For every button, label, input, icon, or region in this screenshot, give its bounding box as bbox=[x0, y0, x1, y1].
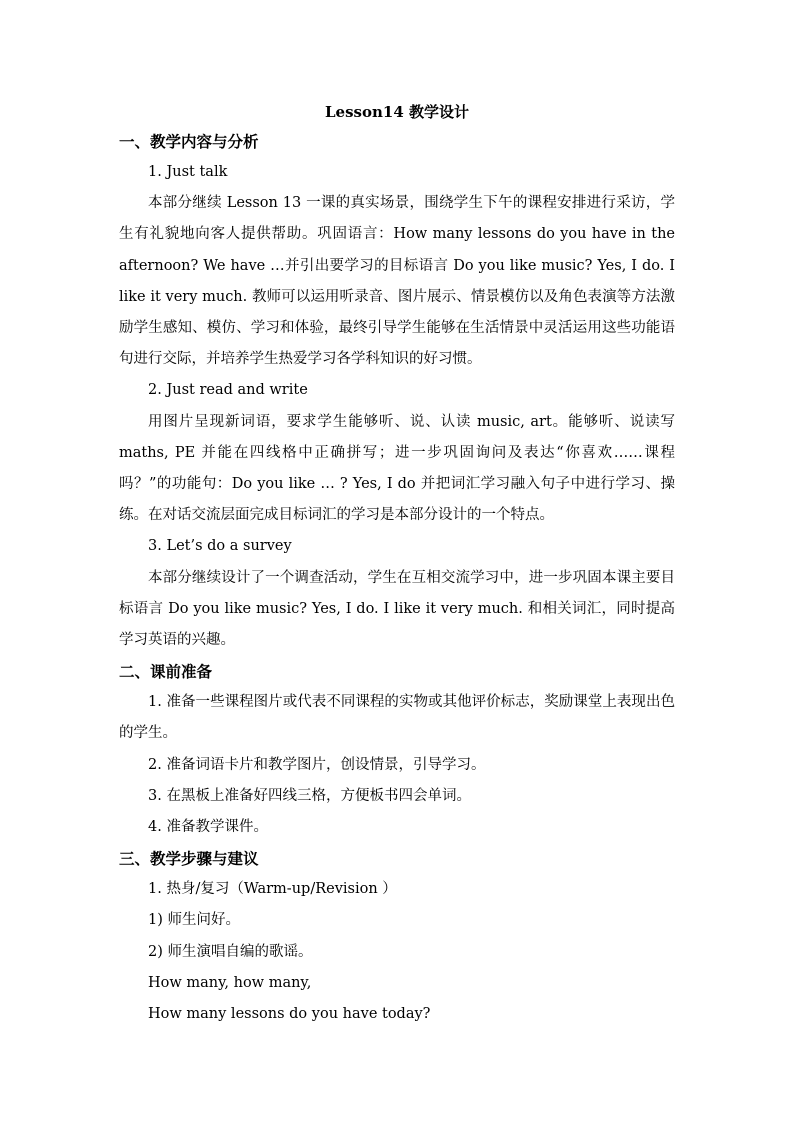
prep-item: 4. 准备教学课件。 bbox=[148, 819, 268, 836]
song-line: How many lessons do you have today? bbox=[148, 1006, 431, 1023]
item-just-talk-text: 本部分继续 Lesson 13 一课的真实场景，围绕学生下午的课程安排进行采访，学生有礼貌地向客人提供帮助。巩固语言：How many lessons do you have in the afternoon? We have …并引出要学习的目标语言 Do you like music? Yes, I do. I like it very much. 教师可以运用听录音、图片展示、情景模仿以及角色表演等方法激励学生感知、模仿、学习和体验，最终引导学生能够在生活情景中灵活运用这些功能语句进行交际，并培养学生热爱学习各学科知识的好习惯。 bbox=[119, 195, 675, 368]
item-read-write-text: 用图片呈现新词语，要求学生能够听、说、认读 music, art。能够听、说读写 maths, PE 并能在四线格中正确拼写；进一步巩固询问及表达“你喜欢……课程吗？”的功能句：Do you like … ? Yes, I do 并把词汇学习融入句子中进行学习、操练。在对话交流层面完成目标词汇的学习是本部分设计的一个特点。 bbox=[119, 413, 675, 524]
item-just-talk-label: 1. Just talk bbox=[148, 164, 228, 180]
document-title: Lesson14 教学设计 bbox=[325, 103, 469, 121]
song-line: How many, how many, bbox=[148, 974, 312, 991]
section-heading-teaching-steps: 三、教学步骤与建议 bbox=[119, 849, 259, 869]
step-sub-song: 2) 师生演唱自编的歌谣。 bbox=[148, 943, 313, 960]
section-heading-preparation: 二、课前准备 bbox=[119, 662, 213, 682]
step-sub-greeting: 1) 师生问好。 bbox=[148, 912, 240, 929]
item-survey-text: 本部分继续设计了一个调查活动，学生在互相交流学习中，进一步巩固本课主要目标语言 Do you like music? Yes, I do. I like it very much. 和相关词汇，同时提高学习英语的兴趣。 bbox=[119, 569, 675, 649]
step-warm-up: 1. 热身/复习（Warm-up/Revision ） bbox=[148, 881, 397, 898]
prep-item: 3. 在黑板上准备好四线三格，方便板书四会单词。 bbox=[148, 787, 471, 804]
prep-item: 1. 准备一些课程图片或代表不同课程的实物或其他评价标志，奖励课堂上表现出色的学生。 bbox=[119, 694, 675, 742]
document-body bbox=[119, 98, 675, 1030]
item-read-write-label: 2. Just read and write bbox=[148, 382, 308, 399]
section-heading-content-analysis: 一、教学内容与分析 bbox=[119, 132, 259, 151]
item-survey-label: 3. Let’s do a survey bbox=[148, 538, 292, 555]
prep-item: 2. 准备词语卡片和教学图片，创设情景，引导学习。 bbox=[148, 756, 486, 773]
